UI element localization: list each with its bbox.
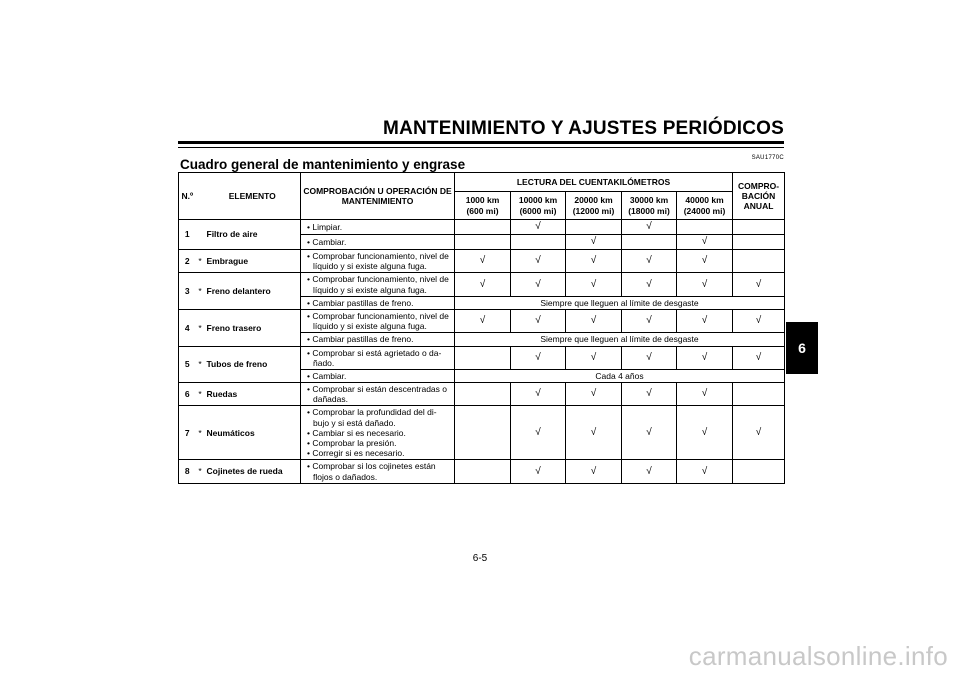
check-line: • Cambiar pastillas de freno.: [307, 297, 414, 308]
check-mark: √: [733, 406, 785, 460]
header-odometer: LECTURA DEL CUENTAKILÓMETROS: [455, 173, 733, 192]
check-mark: √: [455, 250, 511, 273]
check-mark: √: [566, 273, 622, 296]
check-mark: √: [677, 460, 733, 483]
dealer-service-mark: *: [196, 346, 205, 383]
check-mark: √: [511, 346, 566, 369]
table-row: [179, 309, 785, 332]
item-element: Tubos de freno: [205, 346, 301, 383]
item-check: [301, 235, 455, 250]
table-row: [179, 220, 785, 235]
check-mark: √: [622, 406, 677, 460]
check-mark: [455, 235, 511, 250]
check-mark: [455, 220, 511, 235]
chapter-tab[interactable]: 6: [786, 322, 818, 374]
check-mark: [733, 460, 785, 483]
check-mark: [455, 383, 511, 406]
check-mark: √: [511, 383, 566, 406]
check-mark: [455, 346, 511, 369]
header-odometer-col: 20000 km (12000 mi): [566, 192, 622, 220]
check-mark: √: [677, 346, 733, 369]
item-number: 1: [179, 220, 196, 250]
item-number: 8: [179, 460, 196, 483]
check-line: • Corregir si es necesario.: [307, 448, 405, 459]
check-mark: [455, 406, 511, 460]
item-number: 3: [179, 273, 196, 310]
item-element: Cojinetes de rueda: [205, 460, 301, 483]
header-odometer-col: 10000 km (6000 mi): [511, 192, 566, 220]
page-title: MANTENIMIENTO Y AJUSTES PERIÓDICOS: [383, 118, 784, 139]
watermark: carmanualsonline.info: [688, 641, 948, 671]
check-mark: [733, 235, 785, 250]
table-row: [179, 383, 785, 406]
table-row: [179, 250, 785, 273]
dealer-service-mark: *: [196, 250, 205, 273]
check-mark: [566, 220, 622, 235]
check-mark: √: [622, 273, 677, 296]
check-line: • Cambiar.: [307, 370, 347, 381]
item-number: 4: [179, 309, 196, 346]
item-element: Freno delantero: [205, 273, 301, 310]
check-mark: √: [733, 309, 785, 332]
item-check: [301, 309, 455, 332]
header-odometer-col: 40000 km (24000 mi): [677, 192, 733, 220]
check-mark: √: [677, 273, 733, 296]
check-mark: √: [566, 235, 622, 250]
check-line: • Cambiar.: [307, 236, 347, 247]
check-mark: √: [622, 460, 677, 483]
check-line: • Limpiar.: [307, 221, 343, 232]
check-line: • Comprobar la profundidad del di- bujo y si está dañado.: [307, 407, 437, 428]
table-row: [179, 460, 785, 483]
check-line: • Comprobar funcionamiento, nivel de líquido y si existe alguna fuga.: [307, 310, 449, 332]
interval-note: Siempre que lleguen al límite de desgaste: [455, 296, 785, 309]
check-mark: √: [677, 235, 733, 250]
check-mark: √: [511, 309, 566, 332]
check-mark: √: [566, 346, 622, 369]
item-check: [301, 250, 455, 273]
check-line: • Comprobar funcionamiento, nivel de líquido y si existe alguna fuga.: [307, 251, 449, 272]
page-number: 6-5: [472, 553, 488, 564]
item-check: [301, 383, 455, 406]
check-mark: [455, 460, 511, 483]
item-check: [301, 460, 455, 483]
check-mark: √: [677, 309, 733, 332]
check-line: • Comprobar si están descentradas o dañadas.: [307, 384, 447, 405]
title-rule: [178, 141, 784, 144]
header-check: COMPROBACIÓN U OPERACIÓN DE MANTENIMIENTO: [301, 173, 455, 220]
item-number: 2: [179, 250, 196, 273]
item-check: [301, 273, 455, 296]
check-mark: √: [511, 273, 566, 296]
item-check: [301, 333, 455, 346]
item-element: Neumáticos: [205, 406, 301, 460]
item-number: 7: [179, 406, 196, 460]
check-mark: √: [511, 250, 566, 273]
check-mark: √: [622, 346, 677, 369]
header-num: N.º: [179, 173, 196, 220]
section-heading: Cuadro general de mantenimiento y engrase: [180, 157, 466, 172]
check-mark: [733, 383, 785, 406]
item-element: Freno trasero: [205, 309, 301, 346]
item-number: 6: [179, 383, 196, 406]
item-check: [301, 296, 455, 309]
check-line: • Cambiar si es necesario.: [307, 427, 406, 438]
check-mark: √: [733, 273, 785, 296]
check-mark: √: [511, 220, 566, 235]
header-odometer-col: 1000 km (600 mi): [455, 192, 511, 220]
item-element: Ruedas: [205, 383, 301, 406]
check-mark: [733, 250, 785, 273]
check-mark: √: [677, 406, 733, 460]
item-element: Embrague: [205, 250, 301, 273]
check-mark: √: [455, 309, 511, 332]
header-element: ELEMENTO: [205, 173, 301, 220]
dealer-service-mark: *: [196, 406, 205, 460]
check-mark: √: [566, 383, 622, 406]
check-mark: √: [677, 250, 733, 273]
interval-note: Siempre que lleguen al límite de desgaste: [455, 333, 785, 346]
check-mark: √: [511, 460, 566, 483]
header-star: [196, 173, 205, 220]
check-line: • Comprobar funcionamiento, nivel de líquido y si existe alguna fuga.: [307, 274, 449, 295]
check-mark: √: [622, 309, 677, 332]
item-check: [301, 220, 455, 235]
header-odometer-col: 30000 km (18000 mi): [622, 192, 677, 220]
item-check: [301, 369, 455, 382]
check-mark: √: [566, 406, 622, 460]
table-row: [179, 346, 785, 369]
table-row: [179, 406, 785, 460]
check-mark: √: [566, 460, 622, 483]
check-mark: √: [566, 309, 622, 332]
item-number: 5: [179, 346, 196, 383]
check-line: • Comprobar la presión.: [307, 438, 397, 448]
item-check: [301, 406, 455, 460]
dealer-service-mark: *: [196, 460, 205, 483]
check-line: • Cambiar pastillas de freno.: [307, 334, 414, 345]
check-line: • Comprobar si los cojinetes están flojos o dañados.: [307, 461, 436, 482]
header-annual: COMPRO- BACIÓN ANUAL: [733, 173, 785, 220]
check-line: • Comprobar si está agrietado o da- ñado.: [307, 347, 442, 368]
check-mark: √: [677, 383, 733, 406]
interval-note: Cada 4 años: [455, 369, 785, 382]
check-mark: √: [622, 220, 677, 235]
item-element: Filtro de aire: [205, 220, 301, 250]
table-row: [179, 273, 785, 296]
check-mark: √: [622, 250, 677, 273]
check-mark: √: [566, 250, 622, 273]
dealer-service-mark: *: [196, 273, 205, 310]
check-mark: √: [733, 346, 785, 369]
dealer-service-mark: [196, 220, 205, 250]
check-mark: [677, 220, 733, 235]
dealer-service-mark: *: [196, 383, 205, 406]
check-mark: [733, 220, 785, 235]
check-mark: √: [455, 273, 511, 296]
check-mark: [622, 235, 677, 250]
check-mark: [511, 235, 566, 250]
maintenance-table: [178, 172, 785, 484]
check-mark: √: [511, 406, 566, 460]
dealer-service-mark: *: [196, 309, 205, 346]
title-rule-thin: [178, 147, 784, 148]
item-check: [301, 346, 455, 369]
check-mark: √: [622, 383, 677, 406]
section-code: SAU1770C: [751, 155, 784, 161]
